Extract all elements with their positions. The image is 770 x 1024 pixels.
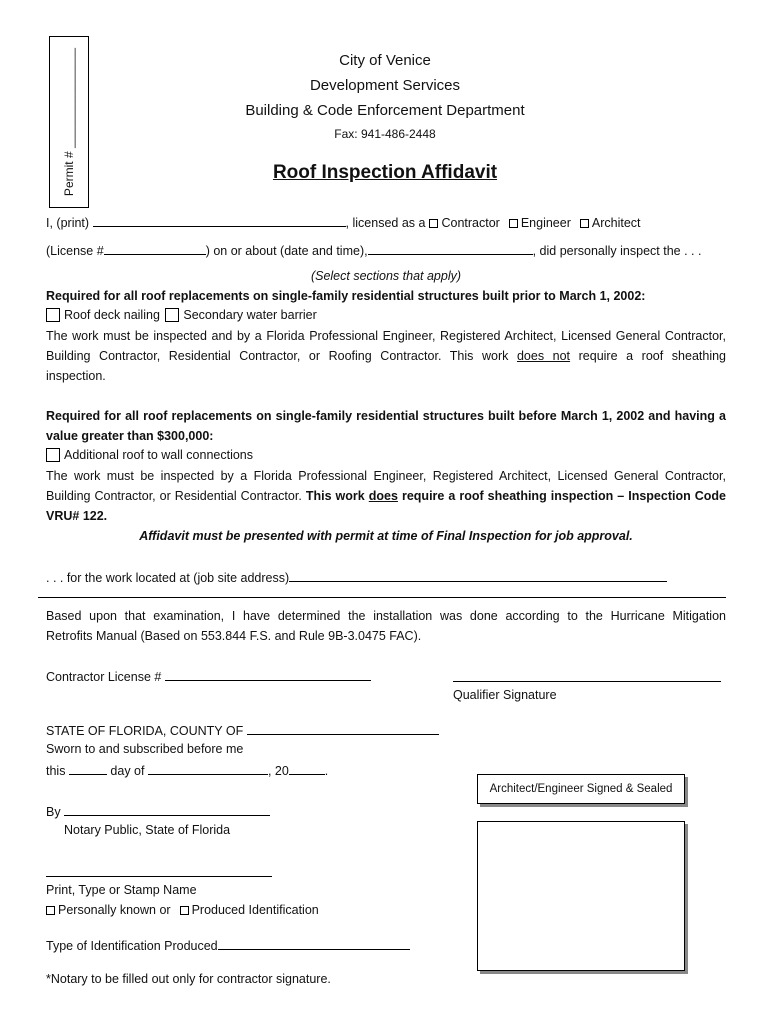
seal-label-box (477, 774, 685, 804)
day-of-label: day of (106, 764, 148, 778)
month-field[interactable] (148, 762, 268, 775)
produced-id-checkbox[interactable] (180, 906, 189, 915)
this-label: this (46, 764, 69, 778)
intro-line-2 (46, 242, 701, 258)
county-field[interactable] (247, 722, 439, 735)
select-sections-note: (Select sections that apply) (310, 269, 462, 283)
personally-known-checkbox[interactable] (46, 906, 55, 915)
roof-wall-connections-label: Additional roof to wall connections (64, 448, 254, 462)
license-label: (License # (46, 244, 104, 258)
section2-text-2 (46, 489, 726, 503)
roof-deck-nailing-checkbox[interactable] (46, 308, 60, 322)
notary-footnote: *Notary to be filled out only for contractor signature. (46, 972, 331, 986)
notary-public-label: Notary Public, State of Florida (64, 823, 231, 837)
sworn-text: Sworn to and subscribed before me (46, 742, 244, 756)
contractor-license-field[interactable] (165, 668, 371, 681)
section1-text-3: inspection. (46, 369, 106, 383)
section1-options (46, 308, 317, 322)
by-line (46, 803, 270, 819)
date-time-label: ) on or about (date and time), (205, 244, 368, 258)
contractor-checkbox[interactable] (429, 219, 438, 228)
site-address-field[interactable] (289, 569, 667, 582)
roof-wall-connections-checkbox[interactable] (46, 448, 60, 462)
section1-text-2a: Building Contractor, Residential Contractor, or Roofing Contractor. This work (46, 349, 509, 363)
architect-label: Architect (591, 216, 641, 230)
section1-text-2c: require a roof sheathing (578, 349, 726, 363)
engineer-checkbox[interactable] (509, 219, 518, 228)
date-time-field[interactable] (368, 242, 533, 255)
page-title: Roof Inspection Affidavit (272, 162, 498, 183)
contractor-license-line (46, 668, 371, 684)
does-not-text: does not (516, 349, 571, 363)
affidavit-note: Affidavit must be presented with permit at time of Final Inspection for job approval. (139, 529, 633, 543)
year-label: , 20 (267, 764, 289, 778)
section2-text-2d: require a roof sheathing inspection – Inspection Code (401, 489, 727, 503)
determination-text-1: Based upon that examination, I have determined the installation was done according to the Hurricane Mitigation (46, 609, 726, 623)
intro-line-1 (46, 214, 641, 230)
period-text: . (324, 764, 329, 778)
department-name: Development Services (309, 77, 461, 94)
city-name: City of Venice (339, 52, 431, 69)
inspect-label: , did personally inspect the . . . (532, 244, 702, 258)
secondary-water-barrier-checkbox[interactable] (165, 308, 179, 322)
section2-heading-2: value greater than $300,000: (46, 429, 214, 443)
fax-number: Fax: 941-486-2448 (334, 127, 436, 141)
licensed-label: , licensed as a (345, 216, 426, 230)
id-type-label: Type of Identification Produced (46, 939, 218, 953)
print-label: I, (print) (46, 216, 93, 230)
year-field[interactable] (289, 762, 325, 775)
by-label: By (46, 805, 65, 819)
date-line (46, 762, 328, 778)
id-type-field[interactable] (218, 937, 410, 950)
contractor-license-label: Contractor License # (46, 670, 165, 684)
produced-id-label: Produced Identification (191, 903, 319, 917)
id-type-line (46, 937, 410, 953)
seal-label: Architect/Engineer Signed & Sealed (489, 783, 673, 795)
section2-heading-1: Required for all roof replacements on single-family residential structures built before March 1, 2002 and having a (46, 409, 726, 423)
license-number-field[interactable] (104, 242, 206, 255)
section2-options (46, 448, 253, 462)
determination-text-2: Retrofits Manual (Based on 553.844 F.S. and Rule 9B-3.0475 FAC). (46, 629, 422, 643)
section2-text-1: The work must be inspected by a Florida Professional Engineer, Registered Architect, Licensed General Contractor, (46, 469, 726, 483)
site-address-label: . . . for the work located at (job site address) (46, 571, 290, 585)
section1-text-2 (46, 349, 726, 363)
section1-heading: Required for all roof replacements on single-family residential structures built prior to March 1, 2002: (46, 289, 646, 303)
department-subname: Building & Code Enforcement Department (245, 102, 525, 119)
state-county-label: STATE OF FLORIDA, COUNTY OF (46, 724, 247, 738)
qualifier-signature-field[interactable] (453, 681, 721, 682)
personally-known-label: Personally known or (58, 903, 171, 917)
section2-text-2b: This work (305, 489, 365, 503)
print-name-field[interactable] (93, 214, 346, 227)
seal-box[interactable] (477, 821, 685, 971)
notary-signature-field[interactable] (64, 803, 270, 816)
site-address-line (46, 569, 667, 585)
architect-checkbox[interactable] (580, 219, 589, 228)
id-options (42, 903, 319, 917)
roof-deck-nailing-label: Roof deck nailing (64, 308, 160, 322)
section-divider (38, 597, 726, 598)
print-type-label: Print, Type or Stamp Name (46, 883, 197, 897)
qualifier-signature-label: Qualifier Signature (453, 688, 557, 702)
section1-text-1: The work must be inspected and by a Florida Professional Engineer, Registered Architect, Licensed General Contractor, (46, 329, 726, 343)
day-field[interactable] (69, 762, 107, 775)
permit-number-field[interactable]: Permit # _______________ (62, 47, 76, 197)
does-text: does (368, 489, 398, 503)
contractor-label: Contractor (441, 216, 500, 230)
inspection-code: VRU# 122. (46, 509, 108, 523)
engineer-label: Engineer (520, 216, 571, 230)
secondary-water-barrier-label: Secondary water barrier (183, 308, 317, 322)
section2-text-2a: Building Contractor, or Residential Contractor. (46, 489, 302, 503)
notary-name-field[interactable] (46, 876, 272, 877)
county-line (46, 722, 439, 738)
